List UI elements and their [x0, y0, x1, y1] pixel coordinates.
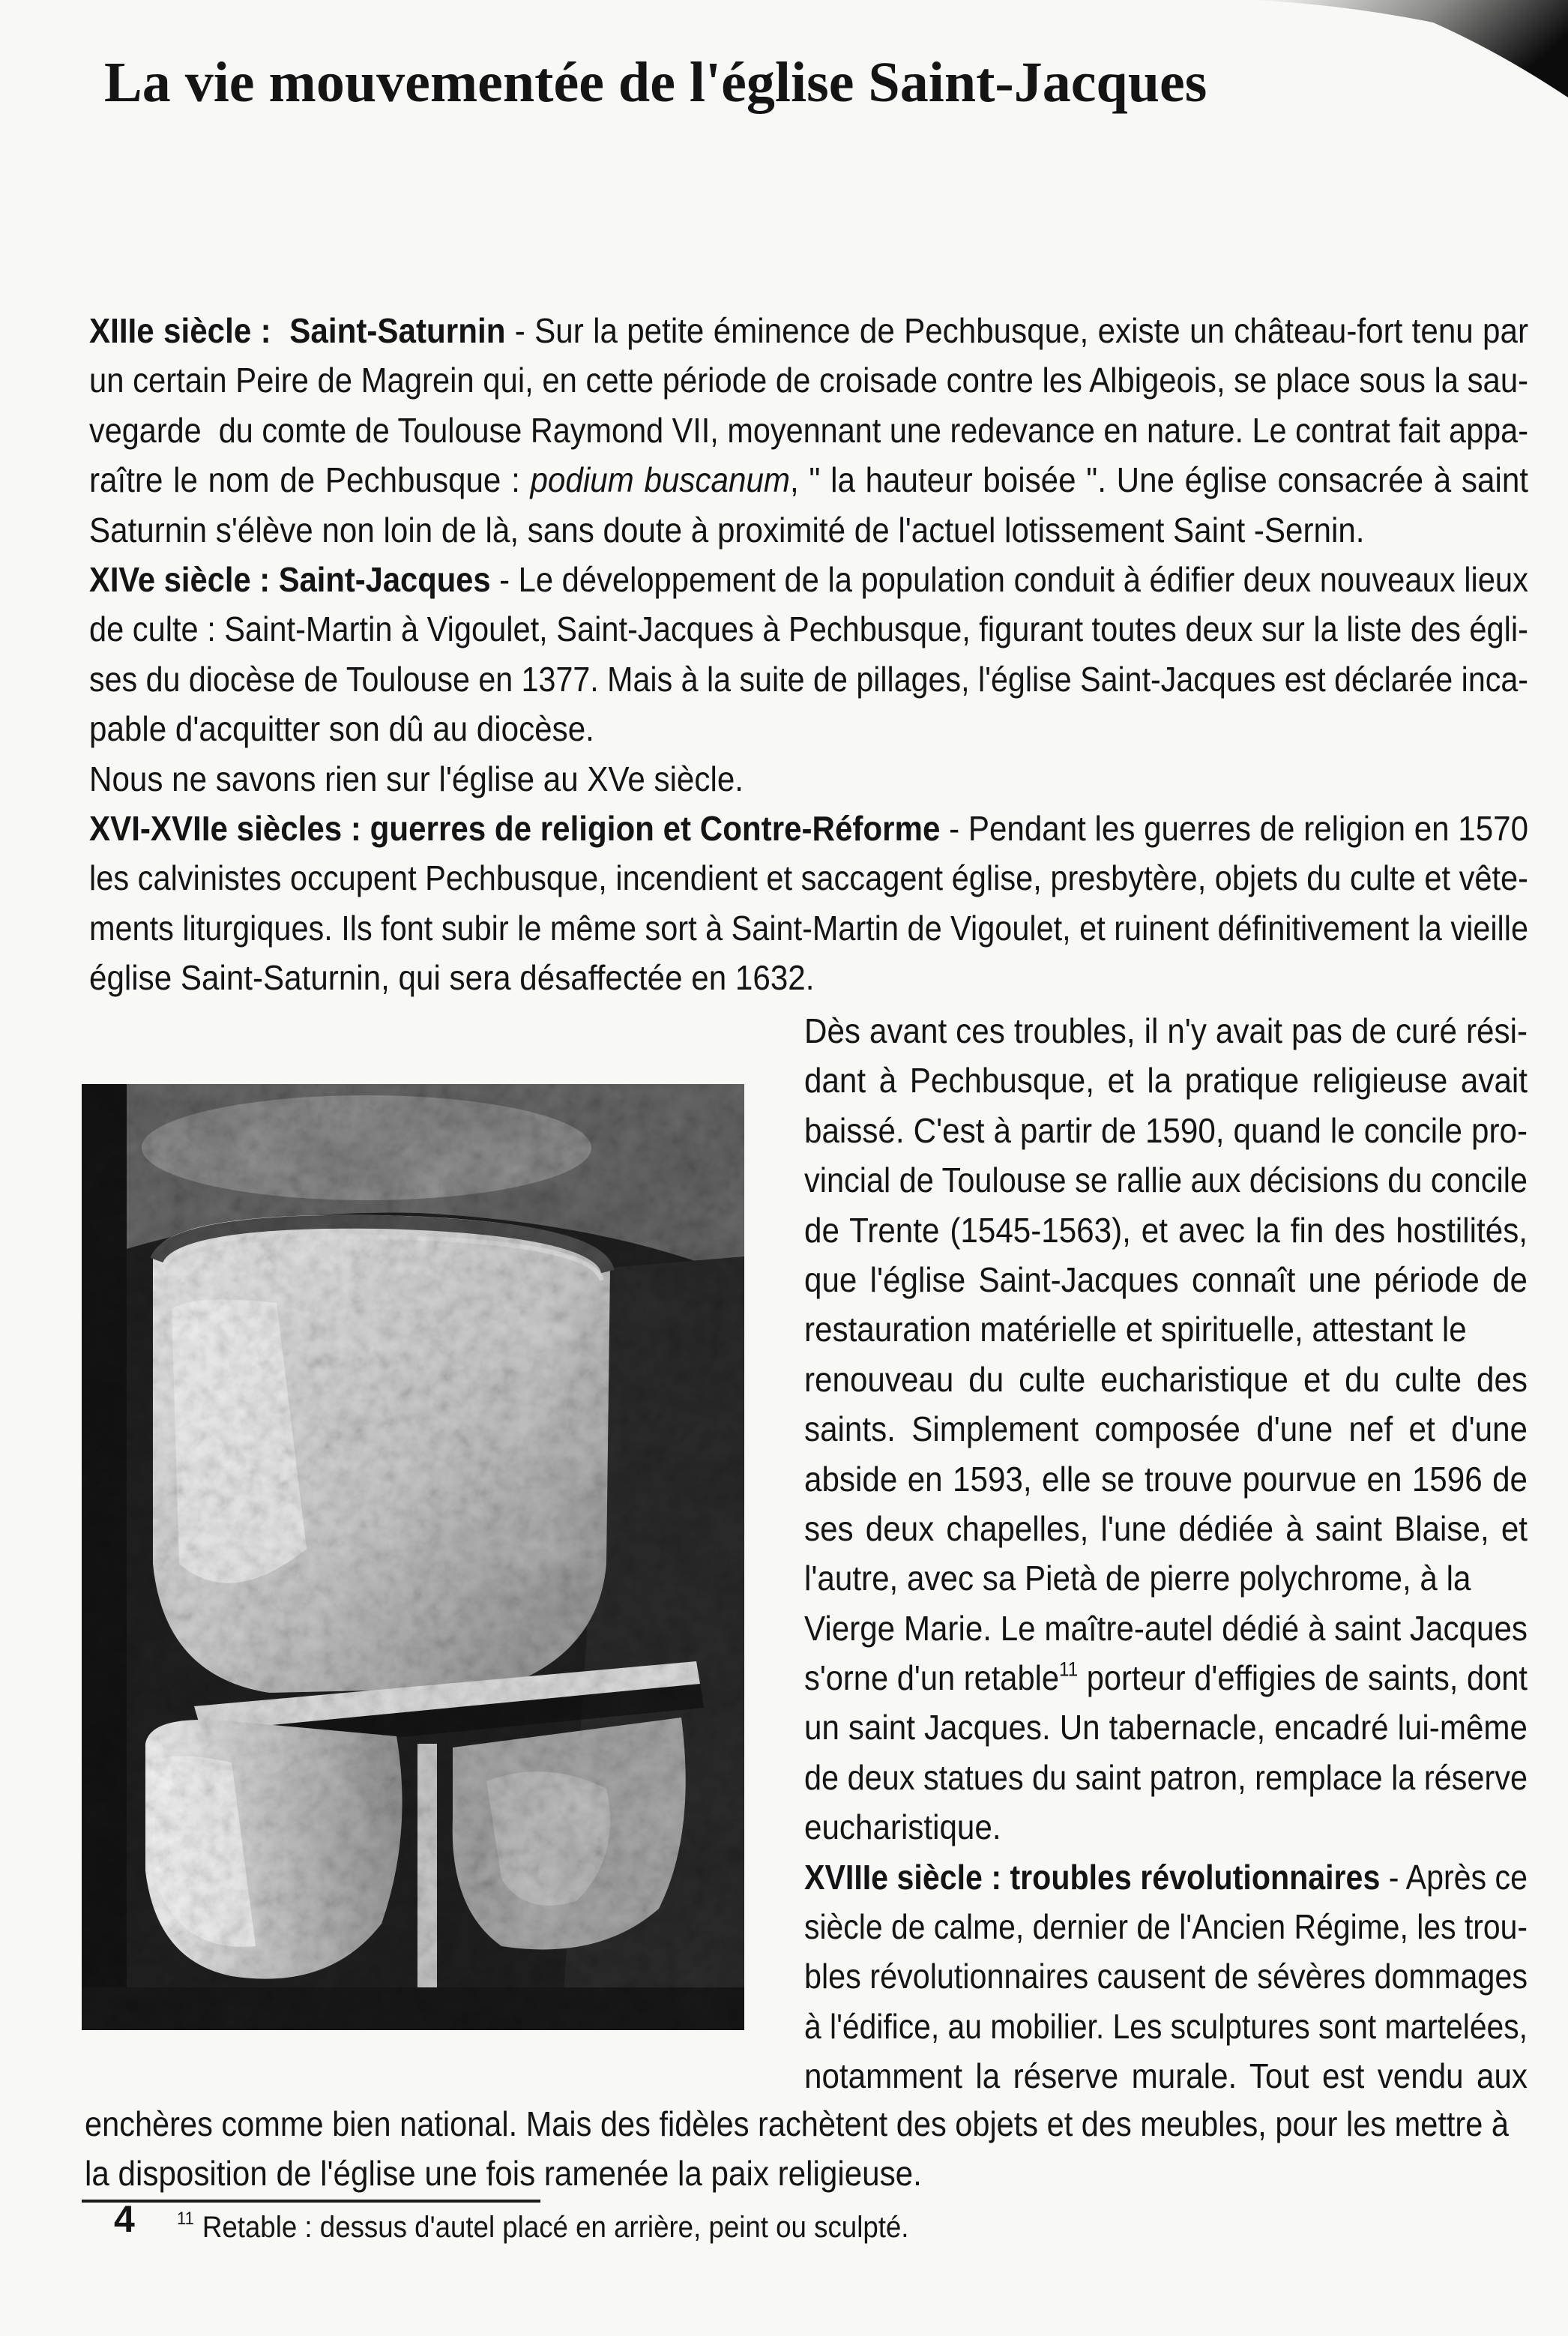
- text-line: [89, 604, 1528, 654]
- page-title: [104, 54, 1243, 126]
- text-line: [804, 1006, 1528, 1056]
- text-line-content: [804, 1553, 1471, 1603]
- text-run: Dès avant ces troubles, il n'y avait pas de curé rési-: [804, 1011, 1528, 1050]
- text-line-content: [89, 903, 1528, 953]
- text-line-content: [85, 2099, 1509, 2149]
- text-run: de Trente (1545-1563), et avec la fin des hostilités,: [804, 1210, 1528, 1250]
- text-run: - Après ce: [1380, 1857, 1528, 1897]
- text-line: [804, 1205, 1528, 1255]
- footnote-line: [177, 2208, 956, 2247]
- text-line-content: [89, 804, 1528, 853]
- text-run: porteur d'effigies de saints, dont: [1078, 1658, 1528, 1698]
- text-line: [89, 306, 1528, 355]
- text-run: Saturnin s'élève non loin de là, sans doute à proximité de l'actuel lotissement Saint -Sernin.: [89, 510, 1365, 550]
- text-line: [804, 1404, 1528, 1454]
- text-line-content: [804, 1155, 1528, 1205]
- text-run: abside en 1593, elle se trouve pourvue en 1596 de: [804, 1459, 1528, 1499]
- footnote-content: [177, 2208, 909, 2247]
- text-line: [804, 1304, 1528, 1354]
- text-line-content: [89, 555, 1528, 604]
- text-line: [89, 903, 1528, 953]
- text-line: [804, 1604, 1528, 1653]
- text-line: [804, 1802, 1528, 1852]
- text-line: [89, 804, 1528, 853]
- text-run: la disposition de l'église une fois ramenée la paix religieuse.: [85, 2154, 922, 2194]
- text-line-content: [89, 455, 1528, 505]
- text-line: [89, 455, 1528, 505]
- text-line-content: [89, 654, 1528, 704]
- text-run: ses deux chapelles, l'une dédiée à saint Blaise, et: [804, 1508, 1528, 1548]
- text-run: - Sur la petite éminence de Pechbusque, existe un château-fort tenu par: [505, 311, 1528, 350]
- text-run: saints. Simplement composée d'une nef et d'une: [804, 1409, 1528, 1449]
- text-run: , " la hauteur boisée ". Une église consacrée à saint: [790, 460, 1528, 500]
- text-line-content: [804, 1106, 1528, 1155]
- text-run: vincial de Toulouse se rallie aux décisions du concile: [804, 1161, 1528, 1200]
- text-line: [804, 2002, 1528, 2051]
- text-line-content: [89, 406, 1528, 455]
- text-line-content: [85, 2149, 922, 2198]
- text-run: église Saint-Saturnin, qui sera désaffectée en 1632.: [89, 958, 815, 998]
- section-heading: XIVe siècle : Saint-Jacques: [89, 559, 491, 599]
- text-run: s'orne d'un retable: [804, 1658, 1060, 1698]
- text-line-content: [804, 1404, 1528, 1454]
- intro-text-block: [89, 306, 1528, 1002]
- section-heading: XVIIIe siècle : troubles révolutionnaires: [804, 1857, 1381, 1897]
- text-run: - Pendant les guerres de religion en 1570: [940, 808, 1528, 848]
- text-line: [804, 1902, 1528, 1951]
- text-run: un certain Peire de Magrein qui, en cette période de croisade contre les Albigeois, se place sous la sau-: [89, 361, 1528, 400]
- text-run: baissé. C'est à partir de 1590, quand le concile pro-: [804, 1110, 1528, 1150]
- scan-shadow-shape: [1253, 0, 1568, 97]
- text-line: [85, 2149, 1509, 2198]
- text-run: eucharistique.: [804, 1807, 1001, 1847]
- text-line: [804, 1355, 1528, 1404]
- text-run: enchères comme bien national. Mais des fidèles rachètent des objets et des meubles, pour les mettre à: [85, 2104, 1509, 2143]
- text-line: [89, 654, 1528, 704]
- text-line: [89, 555, 1528, 604]
- text-line-content: [804, 2051, 1528, 2101]
- text-line-content: [89, 704, 594, 753]
- text-line-content: [804, 1504, 1528, 1553]
- text-line: [804, 1056, 1528, 1105]
- text-run: l'autre, avec sa Pietà de pierre polychrome, à la: [804, 1559, 1471, 1598]
- text-line: [89, 406, 1528, 455]
- text-line: [89, 754, 1528, 804]
- text-line: [804, 1255, 1528, 1304]
- text-run: restauration matérielle et spirituelle, attestant le: [804, 1310, 1467, 1349]
- footnote-text: Retable : dessus d'autel placé en arrière, peint ou sculpté.: [202, 2211, 909, 2244]
- text-run: vegarde du comte de Toulouse Raymond VII, moyennant une redevance en nature. Le contrat fait appa-: [89, 410, 1528, 450]
- text-line: [89, 355, 1528, 405]
- text-line: [804, 1454, 1528, 1504]
- text-line: [804, 1951, 1528, 2001]
- text-run: ments liturgiques. Ils font subir le même sort à Saint-Martin de Vigoulet, et ruinent définitivement la vieille: [89, 908, 1528, 948]
- text-line-content: [804, 1056, 1528, 1105]
- text-run: pable d'acquitter son dû au diocèse.: [89, 709, 594, 749]
- footnote-reference: 11: [1059, 1658, 1079, 1681]
- text-run: Nous ne savons rien sur l'église au XVe siècle.: [89, 759, 744, 798]
- text-run: Vierge Marie. Le maître-autel dédié à saint Jacques: [804, 1608, 1528, 1648]
- footnote: [177, 2208, 956, 2247]
- text-line-content: [89, 306, 1528, 355]
- text-run: ses du diocèse de Toulouse en 1377. Mais à la suite de pillages, l'église Saint-Jacques est déclarée inca-: [89, 659, 1528, 699]
- text-line-content: [804, 1006, 1528, 1056]
- text-line: [804, 1653, 1528, 1703]
- text-line: [89, 953, 1528, 1002]
- page-number: 4: [114, 2198, 135, 2240]
- text-line: [804, 1553, 1528, 1603]
- page-title-text: La vie mouvementée de l'église Saint-Jacques: [104, 54, 1207, 114]
- text-line: [804, 1504, 1528, 1553]
- text-line-content: [804, 1802, 1001, 1852]
- text-line-content: [804, 1304, 1467, 1354]
- text-run: les calvinistes occupent Pechbusque, incendient et saccagent église, presbytère, objets du culte et vête-: [89, 858, 1528, 898]
- text-line: [89, 505, 1528, 555]
- text-run: dant à Pechbusque, et la pratique religieuse avait: [804, 1061, 1528, 1101]
- right-column-text: [804, 1006, 1528, 2101]
- text-run: un saint Jacques. Un tabernacle, encadré lui-même: [804, 1708, 1528, 1748]
- text-line-content: [89, 505, 1365, 555]
- text-line-content: [804, 1355, 1528, 1404]
- text-run: à l'édifice, au mobilier. Les sculptures sont martelées,: [804, 2006, 1528, 2046]
- text-line-content: [804, 1753, 1528, 1802]
- text-run: que l'église Saint-Jacques connaît une période de: [804, 1259, 1528, 1299]
- text-line-content: [804, 1255, 1528, 1304]
- text-line-content: [804, 1902, 1528, 1951]
- latin-term: podium buscanum: [530, 460, 791, 500]
- text-line-content: [89, 604, 1528, 654]
- text-line: [89, 704, 1528, 753]
- text-run: notamment la réserve murale. Tout est vendu aux: [804, 2056, 1528, 2096]
- text-line: [804, 1753, 1528, 1802]
- text-run: bles révolutionnaires causent de sévères dommages: [804, 1957, 1528, 1996]
- text-line: [804, 1852, 1528, 1902]
- text-line-content: [804, 1653, 1528, 1703]
- text-line-content: [89, 355, 1528, 405]
- text-line-content: [804, 1951, 1528, 2001]
- text-line-content: [804, 1604, 1528, 1653]
- text-run: raître le nom de Pechbusque :: [89, 460, 531, 500]
- text-line-content: [804, 1703, 1528, 1752]
- text-line: [804, 1703, 1528, 1752]
- text-line: [804, 2051, 1528, 2101]
- text-line-content: [89, 853, 1528, 903]
- footnote-marker: 11: [177, 2209, 194, 2230]
- text-run: renouveau du culte eucharistique et du culte des: [804, 1359, 1528, 1399]
- text-line: [89, 853, 1528, 903]
- photo-grain-coarse: [82, 1084, 744, 2030]
- section-heading: XIIIe siècle : Saint-Saturnin: [89, 311, 506, 350]
- closing-text-block: [85, 2099, 1509, 2199]
- scan-edge-shadow: [1253, 0, 1568, 105]
- text-line: [804, 1106, 1528, 1155]
- footnote-separator: [82, 2200, 540, 2203]
- text-line-content: [804, 1454, 1528, 1504]
- text-run: de deux statues du saint patron, remplace la réserve: [804, 1757, 1528, 1797]
- text-line-content: [804, 1205, 1528, 1255]
- text-line: [85, 2099, 1509, 2149]
- stone-carving-photo: [82, 1084, 744, 2030]
- text-run: siècle de calme, dernier de l'Ancien Régime, les trou-: [804, 1907, 1528, 1947]
- text-run: - Le développement de la population conduit à édifier deux nouveaux lieux: [490, 559, 1528, 599]
- text-line-content: [89, 754, 744, 804]
- text-run: de culte : Saint-Martin à Vigoulet, Saint-Jacques à Pechbusque, figurant toutes deux sur la liste des égli-: [89, 609, 1528, 649]
- text-line-content: [89, 953, 814, 1002]
- text-line: [804, 1155, 1528, 1205]
- text-line-content: [804, 1852, 1528, 1902]
- text-line-content: [804, 2002, 1528, 2051]
- section-heading: XVI-XVIIe siècles : guerres de religion et Contre-Réforme: [89, 808, 941, 848]
